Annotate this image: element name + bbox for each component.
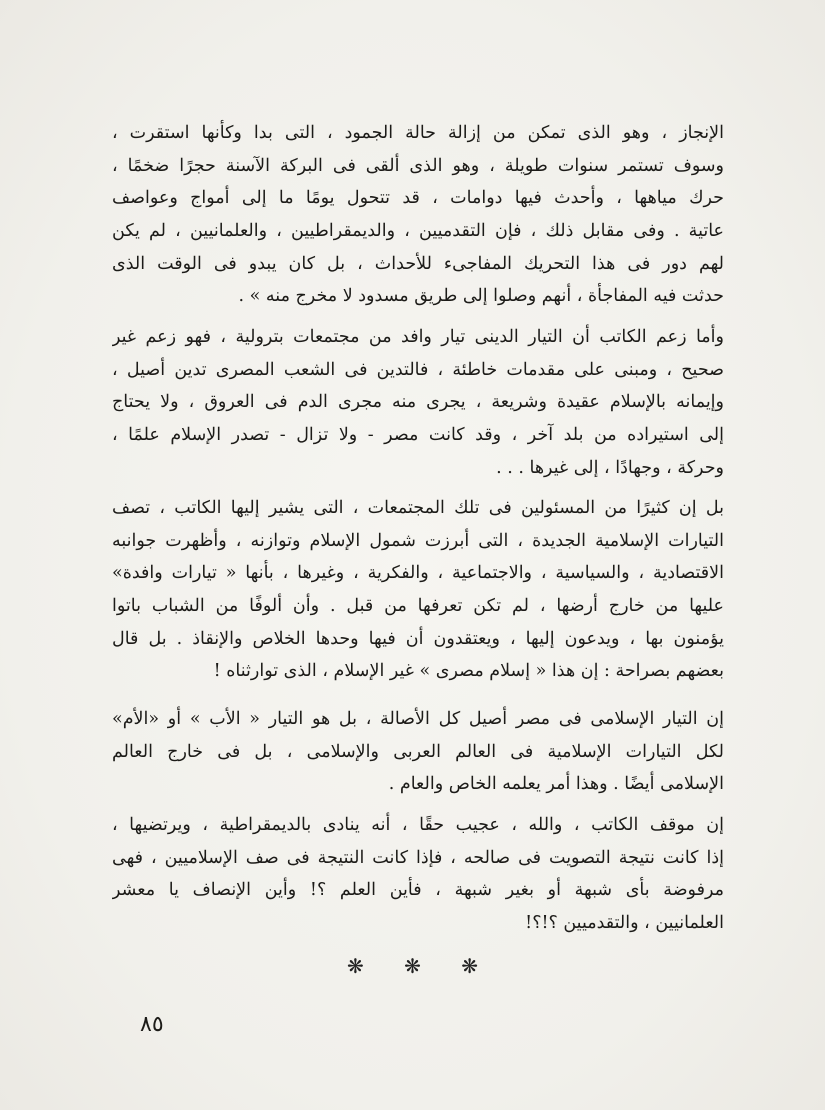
star-ornament-icon: ❋ [461,954,478,978]
paragraph-3 [112,492,724,688]
text-line: وسوف تستمر سنوات طويلة ، وهو الذى ألقى فى البركة الآسنة حجرًا ضخمًا ، [112,155,724,176]
text-line: إن التيار الإسلامى فى مصر أصيل كل الأصالة ، بل هو التيار « الأب » أو «الأم» [112,709,724,729]
text-line: إذا كانت نتيجة التصويت فى صالحه ، فإذا كانت النتيجة فى صف الإسلاميين ، فهى [112,847,724,868]
text-line: لهم دور فى هذا التحريك المفاجىء للأحداث ، بل كان يبدو فى الوقت الذى [112,253,724,274]
text-line: حدثت فيه المفاجأة ، أنهم وصلوا إلى طريق مسدود لا مخرج منه » . [238,286,724,307]
text-line: صحيح ، ومبنى على مقدمات خاطئة ، فالتدين فى الشعب المصرى تدين أصيل ، [112,359,724,380]
paragraph-2 [112,321,724,484]
text-line: بعضهم بصراحة : إن هذا « إسلام مصرى » غير الإسلام ، الذى توارثناه ! [213,661,724,682]
text-line: التيارات الإسلامية الجديدة ، التى أبرزت شمول الإسلام وتوازنه ، وأظهرت جوانبه [112,530,724,551]
page-number: ٨٥ [140,1012,164,1037]
text-line: إن موقف الكاتب ، والله ، عجيب حقًا ، أنه ينادى بالديمقراطية ، ويرتضيها ، [112,815,724,835]
text-line: الإسلامى أيضًا . وهذا أمر يعلمه الخاص والعام . [388,774,724,795]
text-line: الاقتصادية ، والسياسية ، والاجتماعية ، والفكرية ، وغيرها ، بأنها « تيارات وافدة» [112,563,724,584]
text-line: إلى استيراده من بلد آخر ، وقد كانت مصر - ولا تزال - تصدر الإسلام علمًا ، [112,425,724,446]
text-line: حرك مياهها ، وأحدث فيها دوامات ، قد تتحول يومًا ما إلى أمواج وعواصف [112,188,724,209]
star-ornament-icon: ❋ [346,954,364,978]
paragraph-1 [112,117,724,313]
text-line: وأما زعم الكاتب أن التيار الدينى تيار وافد من مجتمعات بترولية ، فهو زعم غير [112,327,724,347]
star-ornament-icon: ❋ [404,954,421,978]
text-line: عاتية . وفى مقابل ذلك ، فإن التقدميين ، والديمقراطيين ، والعلمانيين ، لم يكن [112,221,724,242]
paragraph-4 [112,703,724,801]
text-line: العلمانيين ، والتقدميين ؟!؟! [525,913,724,934]
text-line: بل إن كثيرًا من المسئولين فى تلك المجتمعات ، التى يشير إليها الكاتب ، تصف [112,498,724,518]
text-line: الإنجاز ، وهو الذى تمكن من إزالة حالة الجمود ، التى بدا وكأنها استقرت ، [112,123,724,143]
text-line: وإيمانه بالإسلام عقيدة وشريعة ، يجرى منه مجرى الدم فى العروق ، ولا يحتاج [112,392,724,413]
paragraph-5 [112,809,724,940]
text-line: مرفوضة بأى شبهة أو بغير شبهة ، فأين العلم ؟! وأين الإنصاف يا معشر [112,880,724,901]
section-divider [0,954,825,984]
text-line: وحركة ، وجهادًا ، إلى غيرها . . . [496,457,724,478]
text-line: عليها من خارج أرضها ، لم تكن تعرفها من قبل . وأن ألوفًا من الشباب باتوا [112,596,724,617]
text-line: يؤمنون بها ، ويدعون إليها ، ويعتقدون أن فيها وحدها الخلاص والإنقاذ . بل قال [112,628,724,649]
text-line: لكل التيارات الإسلامية فى العالم العربى والإسلامى ، بل فى خارج العالم [112,741,724,762]
